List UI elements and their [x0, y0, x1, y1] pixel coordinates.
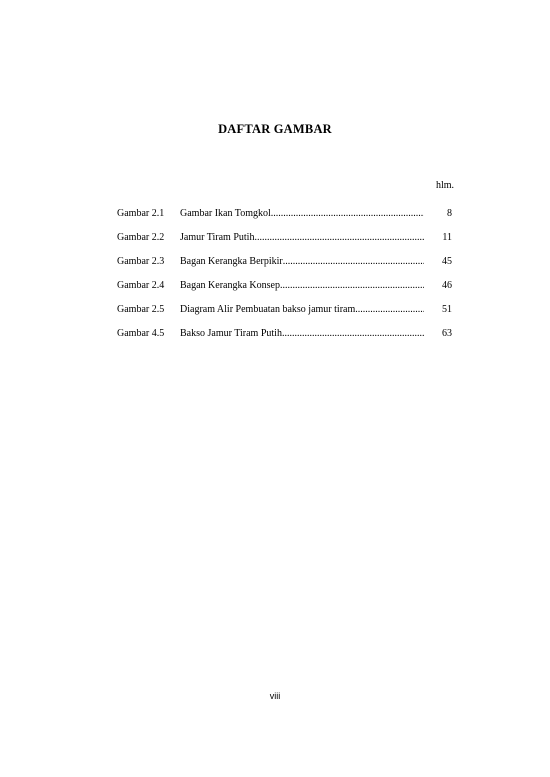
figure-label: Gambar 2.5 — [117, 304, 165, 315]
page-column-header: hlm. — [435, 180, 454, 191]
figure-label: Gambar 2.2 — [117, 232, 165, 243]
figure-page: 45 — [442, 256, 452, 267]
figure-title-wrap — [180, 304, 424, 316]
list-item — [117, 208, 452, 232]
figure-title: Bagan Kerangka Berpikir — [180, 256, 283, 267]
dot-leader — [280, 280, 424, 292]
figure-title: Diagram Alir Pembuatan bakso jamur tiram — [180, 304, 356, 315]
figure-page: 8 — [447, 208, 452, 219]
figure-title-wrap — [180, 280, 424, 292]
dot-leader — [355, 304, 424, 316]
figure-label: Gambar 2.4 — [117, 280, 165, 291]
figure-title-wrap — [180, 232, 424, 244]
dot-leader — [271, 208, 424, 220]
dot-leader — [282, 328, 424, 340]
figure-label: Gambar 2.3 — [117, 256, 165, 267]
figure-title-wrap — [180, 256, 424, 268]
dot-leader — [254, 232, 424, 244]
figure-title: Jamur Tiram Putih — [180, 232, 255, 243]
list-item — [117, 280, 452, 304]
figure-list — [117, 208, 452, 352]
figure-title: Gambar Ikan Tomgkol — [180, 208, 271, 219]
figure-title-wrap — [180, 328, 424, 340]
dot-leader — [283, 256, 424, 268]
figure-page: 46 — [442, 280, 452, 291]
figure-page: 63 — [442, 328, 452, 339]
figure-title: Bakso Jamur Tiram Putih — [180, 328, 282, 339]
figure-title-wrap — [180, 208, 424, 220]
page-title: DAFTAR GAMBAR — [218, 122, 332, 136]
figure-label: Gambar 2.1 — [117, 208, 165, 219]
figure-page: 51 — [442, 304, 452, 315]
figure-label: Gambar 4.5 — [117, 328, 165, 339]
figure-page: 11 — [442, 232, 452, 243]
page-number: viii — [269, 691, 281, 701]
figure-title: Bagan Kerangka Konsep — [180, 280, 280, 291]
list-item — [117, 304, 452, 328]
list-item — [117, 256, 452, 280]
list-item — [117, 232, 452, 256]
list-item — [117, 328, 452, 352]
